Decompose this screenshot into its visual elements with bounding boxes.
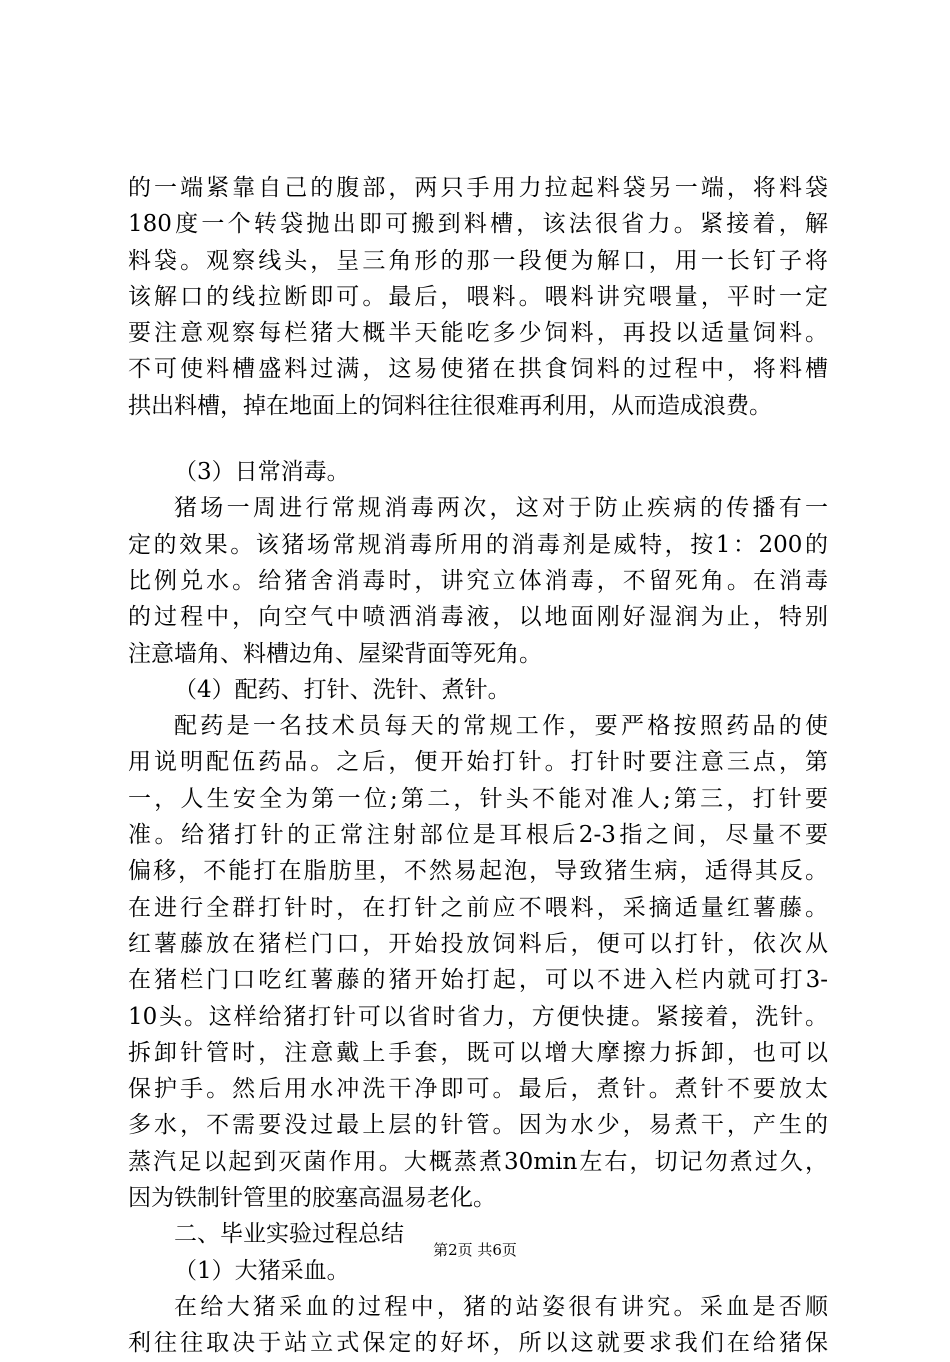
text-line: 在给大猪采血的过程中，猪的站姿很有讲究。采血是否顺 xyxy=(174,1293,828,1320)
paragraph-feeding xyxy=(128,170,828,424)
document-body xyxy=(128,170,828,1362)
text-line: 一，人生安全为第一位;第二，针头不能对准人;第三，打针要 xyxy=(128,785,828,812)
text-line: 偏移，不能打在脂肪里，不然易起泡，导致猪生病，适得其反。 xyxy=(128,858,828,885)
text-line: 蒸汽足以起到灭菌作用。大概蒸煮30min左右，切记勿煮过久， xyxy=(128,1148,828,1175)
text-line: 在猪栏门口吃红薯藤的猪开始打起，可以不进入栏内就可打3- xyxy=(128,967,828,994)
text-line: 猪场一周进行常规消毒两次，这对于防止疾病的传播有一 xyxy=(174,495,828,522)
text-line: 因为铁制针管里的胶塞高温易老化。 xyxy=(128,1185,496,1212)
section-heading-disinfection: （3）日常消毒。 xyxy=(174,459,350,486)
section-heading-injection: （4）配药、打针、洗针、煮针。 xyxy=(174,676,511,703)
text-line: 利往往取决于站立式保定的好坏，所以这就要求我们在给猪保 xyxy=(128,1330,828,1357)
text-line: 多水，不需要没过最上层的针管。因为水少，易煮干，产生的 xyxy=(128,1112,828,1139)
text-line: 保护手。然后用水冲洗干净即可。最后，煮针。煮针不要放太 xyxy=(128,1076,828,1103)
section-heading-blood-sampling: （1）大猪采血。 xyxy=(174,1257,350,1284)
page-footer: 第2页 共6页 xyxy=(433,1241,517,1259)
text-line: 配药是一名技术员每天的常规工作，要严格按照药品的使 xyxy=(174,713,828,740)
section-title: 二、毕业实验过程总结 xyxy=(174,1221,404,1248)
text-line: 拱出料槽，掉在地面上的饲料往往很难再利用，从而造成浪费。 xyxy=(128,392,772,419)
text-line: 要注意观察每栏猪大概半天能吃多少饲料，再投以适量饲料。 xyxy=(128,320,828,347)
text-line: 10头。这样给猪打针可以省时省力，方便快捷。紧接着，洗针。 xyxy=(128,1003,828,1030)
paragraph-blood-sampling xyxy=(128,1289,828,1362)
text-line: 用说明配伍药品。之后，便开始打针。打针时要注意三点，第 xyxy=(128,749,828,776)
paragraph-disinfection xyxy=(128,490,828,671)
text-line: 180度一个转袋抛出即可搬到料槽，该法很省力。紧接着，解 xyxy=(128,211,828,238)
text-line: 不可使料槽盛料过满，这易使猪在拱食饲料的过程中，将料槽 xyxy=(128,356,828,383)
text-line: 的过程中，向空气中喷洒消毒液，以地面刚好湿润为止，特别 xyxy=(128,604,828,631)
text-line: 在进行全群打针时，在打针之前应不喂料，采摘适量红薯藤。 xyxy=(128,894,828,921)
text-line: 料袋。观察线头，呈三角形的那一段便为解口，用一长钉子将 xyxy=(128,247,828,274)
text-line: 注意墙角、料槽边角、屋梁背面等死角。 xyxy=(128,640,542,667)
text-line: 红薯藤放在猪栏门口，开始投放饲料后，便可以打针，依次从 xyxy=(128,930,828,957)
text-line: 该解口的线拉断即可。最后，喂料。喂料讲究喂量，平时一定 xyxy=(128,283,828,310)
text-line: 的一端紧靠自己的腹部，两只手用力拉起料袋另一端，将料袋 xyxy=(128,175,828,201)
paragraph-injection xyxy=(128,708,828,1216)
text-line: 准。给猪打针的正常注射部位是耳根后2-3指之间，尽量不要 xyxy=(128,822,828,849)
text-line: 拆卸针管时，注意戴上手套，既可以增大摩擦力拆卸，也可以 xyxy=(128,1039,828,1066)
text-line: 定的效果。该猪场常规消毒所用的消毒剂是威特，按1：200的 xyxy=(128,531,828,558)
text-line: 比例兑水。给猪舍消毒时，讲究立体消毒，不留死角。在消毒 xyxy=(128,567,828,594)
